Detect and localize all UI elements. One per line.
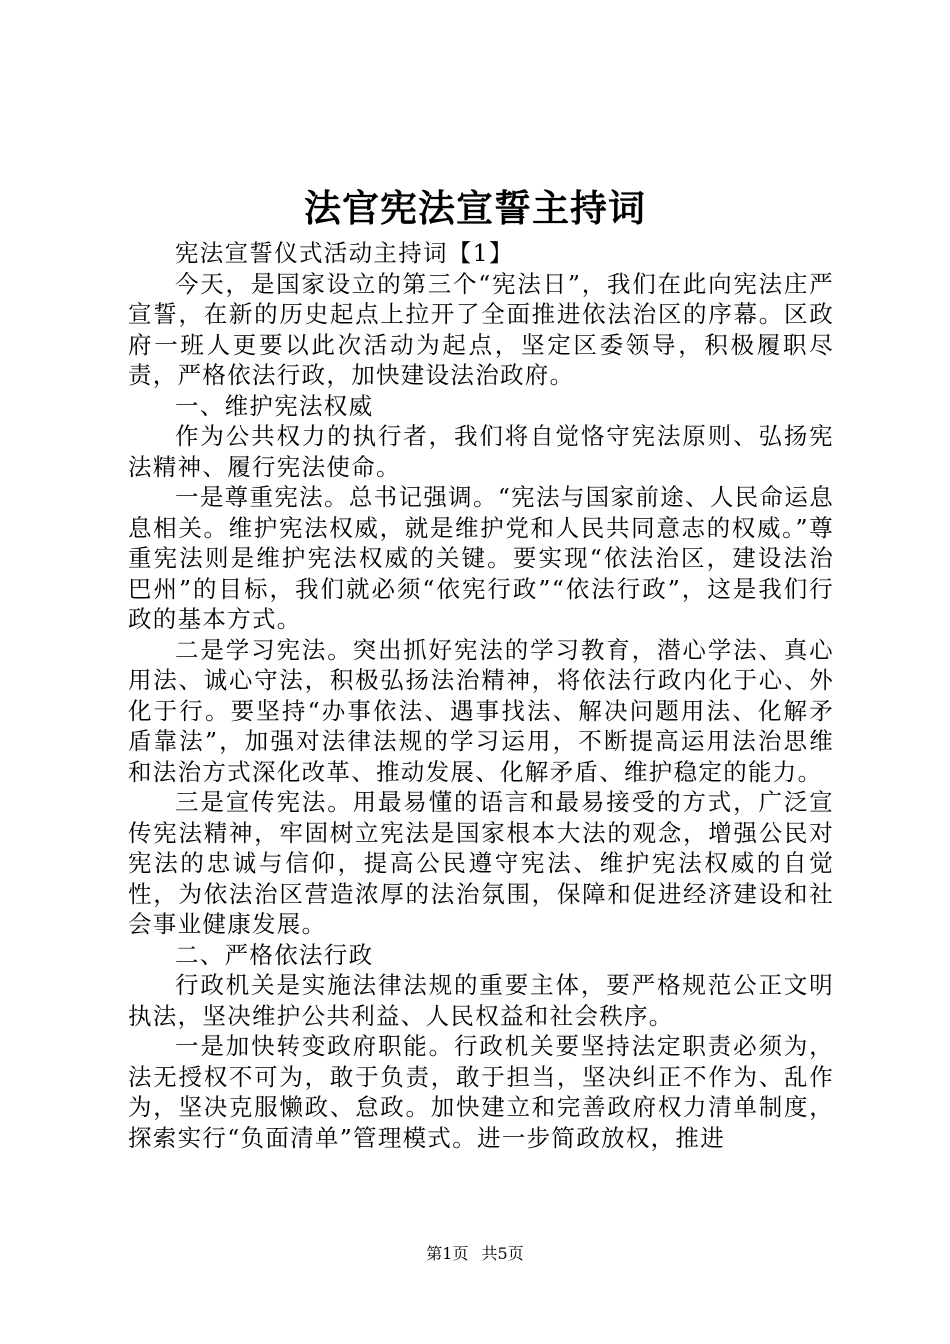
document-title: 法官宪法宣誓主持词 bbox=[304, 186, 646, 230]
page-footer bbox=[0, 1244, 950, 1264]
page-number: 第1页 bbox=[426, 1244, 469, 1263]
paragraph: 二是学习宪法。突出抓好宪法的学习教育，潜心学法、真心用法、诚心守法，积极弘扬法治精神，将依法行政内化于心、外化于行。要坚持“办事依法、遇事找法、解决问题用法、化解矛盾靠法”，加强对法律法规的学习运用，不断提高运用法治思维和法治方式深化改革、推动发展、化解矛盾、维护稳定的能力。 bbox=[128, 635, 834, 786]
paragraph: 一是尊重宪法。总书记强调。“宪法与国家前途、人民命运息息相关。维护宪法权威，就是维护党和人民共同意志的权威。”尊重宪法则是维护宪法权威的关键。要实现“依法治区，建设法治巴州”的目标，我们就必须“依宪行政”“依法行政”，这是我们行政的基本方式。 bbox=[128, 483, 834, 633]
paragraph: 三是宣传宪法。用最易懂的语言和最易接受的方式，广泛宣传宪法精神，牢固树立宪法是国家根本大法的观念，增强公民对宪法的忠诚与信仰，提高公民遵守宪法、维护宪法权威的自觉性，为依法治区营造浓厚的法治氛围，保障和促进经济建设和社会事业健康发展。 bbox=[128, 788, 834, 938]
document-body bbox=[128, 238, 834, 1153]
paragraph: 今天，是国家设立的第三个“宪法日”，我们在此向宪法庄严宣誓，在新的历史起点上拉开了全面推进依法治区的序幕。区政府一班人更要以此次活动为起点，坚定区委领导，积极履职尽责，严格依法行政，加快建设法治政府。 bbox=[128, 269, 834, 389]
section-heading: 一、维护宪法权威 bbox=[175, 391, 374, 420]
paragraph: 行政机关是实施法律法规的重要主体，要严格规范公正文明执法，坚决维护公共利益、人民权益和社会秩序。 bbox=[128, 971, 834, 1030]
section-heading: 二、严格依法行政 bbox=[175, 940, 374, 969]
paragraph: 作为公共权力的执行者，我们将自觉恪守宪法原则、弘扬宪法精神、履行宪法使命。 bbox=[128, 422, 834, 481]
paragraph: 一是加快转变政府职能。行政机关要坚持法定职责必须为，法无授权不可为，敢于负责，敢于担当，坚决纠正不作为、乱作为，坚决克服懒政、怠政。加快建立和完善政府权力清单制度，探索实行“负面清单”管理模式。进一步简政放权，推进 bbox=[128, 1032, 834, 1152]
page-total: 共5页 bbox=[481, 1244, 524, 1263]
paragraph-heading-1: 宪法宣誓仪式活动主持词【1】 bbox=[175, 239, 514, 267]
